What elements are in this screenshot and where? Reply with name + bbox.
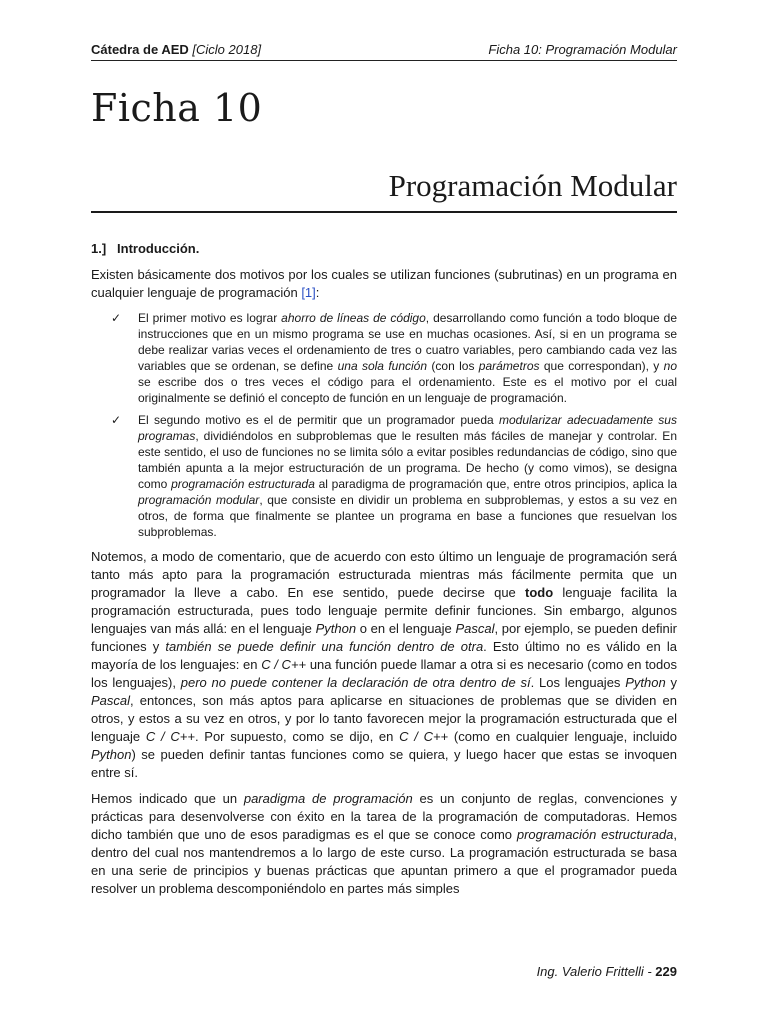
header-course: Cátedra de AED (91, 42, 189, 57)
bullet-text: , desarrollando como función a todo bloque de instrucciones que en un mismo programa se use en muchas ocasiones. Así, si en un programa se debe realizar varias veces el ordenamiento de tres o cuatro variables, pero cambiando cada vez las variables que se ordenan, se define (138, 311, 677, 373)
intro-tail: : (315, 285, 320, 300)
bullet-text: El segundo motivo es el de permitir que un programador pueda (138, 413, 499, 427)
bullet-emphasis: programación modular (138, 493, 260, 507)
header-cycle: [Ciclo 2018] (192, 42, 262, 57)
paragraph-emphasis: Pascal (91, 693, 131, 708)
paragraph-emphasis: paradigma de programación (243, 791, 413, 806)
body-paragraph (91, 790, 677, 898)
section-number: 1.] (91, 241, 107, 256)
paragraph-text: y (665, 675, 677, 690)
bullet-emphasis: no (663, 359, 678, 373)
paragraph-text: lenguaje facilita la programación estructurada, pues todo lenguaje permite definir funciones. Sin embargo, algunos lenguajes van más allá: en el lenguaje (91, 585, 677, 636)
page-header (91, 42, 677, 61)
chapter-label: Ficha 10 (91, 86, 263, 130)
bullet-emphasis: modularizar adecuadamente sus programas (138, 413, 677, 443)
paragraph-emphasis: Python (625, 675, 666, 690)
paragraph-text: . Los lenguajes (530, 675, 626, 690)
paragraph-text: (como en cualquier lenguaje, incluido (448, 729, 678, 744)
paragraph-emphasis: programación estructurada (516, 827, 674, 842)
paragraph-emphasis: Pascal (455, 621, 495, 636)
paragraph-text: Hemos indicado que un (91, 791, 244, 806)
page-number: 229 (655, 964, 677, 979)
section-heading (91, 240, 677, 258)
checkmark-icon: ✓ (111, 413, 122, 427)
paragraph-emphasis: pero no puede contener la declaración de otra dentro de sí (180, 675, 531, 690)
page-footer (537, 964, 677, 979)
paragraph-emphasis: C / C++ (261, 657, 307, 672)
bullet-text: se escribe dos o tres veces el código para el ordenamiento. Este es el motivo por el cual originalmente se definió el concepto de función en un lenguaje de programación. (138, 375, 677, 405)
header-left (91, 42, 261, 57)
main-content (91, 240, 677, 906)
paragraph-emphasis: Python (91, 747, 132, 762)
paragraph-text: , dentro del cual nos mantendremos a lo largo de este curso. La programación estructurada se basa en una serie de principios y buenas prácticas que apuntan primero a que el programador pueda resolver un problema descomponiéndolo en partes más simples (91, 827, 678, 896)
paragraph-text: una función puede llamar a otra si es necesario (como en todos los lenguajes), (91, 657, 678, 690)
paragraph-text: Notemos, a modo de comentario, que de acuerdo con esto último un lenguaje de programación será tanto más apto para la programación estructurada mientras más fácilmente permita que un programador la lleve a cabo. En ese sentido, puede decirse que (91, 549, 677, 600)
body-paragraph (91, 548, 677, 782)
intro-text: Existen básicamente dos motivos por los cuales se utilizan funciones (subrutinas) en un programa en cualquier lenguaje de programación (91, 267, 677, 300)
paragraph-text: , por ejemplo, se pueden definir funciones y (91, 621, 677, 654)
checkmark-icon: ✓ (111, 311, 122, 325)
bullet-text: , dividiéndolos en subproblemas que le resulten más fáciles de manejar y controlar. En este sentido, el uso de funciones no se limita sólo a evitar posibles redundancias de código, sino que también apunta a la mejor estructuración de un programa. De hecho (y como vimos), se designa como (138, 429, 677, 491)
bullet-list (91, 310, 677, 540)
paragraph-text: ) se pueden definir tantas funciones como se quiera, y luego hacer que estas se invoquen entre sí. (91, 747, 677, 780)
footer-author: Ing. Valerio Frittelli (536, 964, 644, 979)
bullet-emphasis: ahorro de líneas de código (281, 311, 426, 325)
list-item (91, 310, 677, 406)
bullet-emphasis: parámetros (478, 359, 540, 373)
bullet-text: El primer motivo es lograr (138, 311, 282, 325)
section-title: Introducción. (117, 241, 200, 256)
paragraph-text: . Esto último no es válido en la mayoría de los lenguajes: en (91, 639, 678, 672)
intro-paragraph (91, 266, 677, 302)
paragraph-emphasis: Python (315, 621, 357, 636)
paragraph-text: , entonces, son más aptos para aplicarse en situaciones de problemas que se dividen en otros, y estos a su vez en otros, y por lo tanto favorecen mejor la programación estructurada que el lenguaje (91, 693, 677, 744)
bullet-text: , que consiste en dividir un problema en subproblemas, y estos a su vez en otros, de forma que finalmente se plantee un programa en base a funciones que resuelvan los subproblemas. (138, 493, 677, 539)
paragraph-emphasis: C / C++ (145, 729, 195, 744)
bullet-text: al paradigma de programación que, entre otros principios, aplica la (314, 477, 677, 491)
list-item (91, 412, 677, 540)
bullet-emphasis: una sola función (337, 359, 428, 373)
bullet-text: (con los (427, 359, 479, 373)
bullet-emphasis: programación estructurada (171, 477, 315, 491)
paragraph-text: . Por supuesto, como se dijo, en (194, 729, 400, 744)
page-title: Programación Modular (388, 168, 677, 203)
paragraph-text: es un conjunto de reglas, convenciones y prácticas para desenvolverse con éxito en la tarea de la programación de computadoras. Hemos dicho también que uno de esos paradigmas es el que se conoce como (91, 791, 677, 842)
paragraph-emphasis: C / C++ (399, 729, 449, 744)
bullet-text: que correspondan), y (539, 359, 664, 373)
title-divider (91, 211, 677, 213)
paragraph-bold: todo (525, 585, 554, 600)
paragraph-emphasis: también se puede definir una función dentro de otra (165, 639, 484, 654)
footer-separator: - (643, 964, 656, 979)
paragraph-text: o en el lenguaje (356, 621, 456, 636)
reference-link[interactable]: [1] (301, 285, 316, 300)
header-right: Ficha 10: Programación Modular (488, 42, 677, 57)
